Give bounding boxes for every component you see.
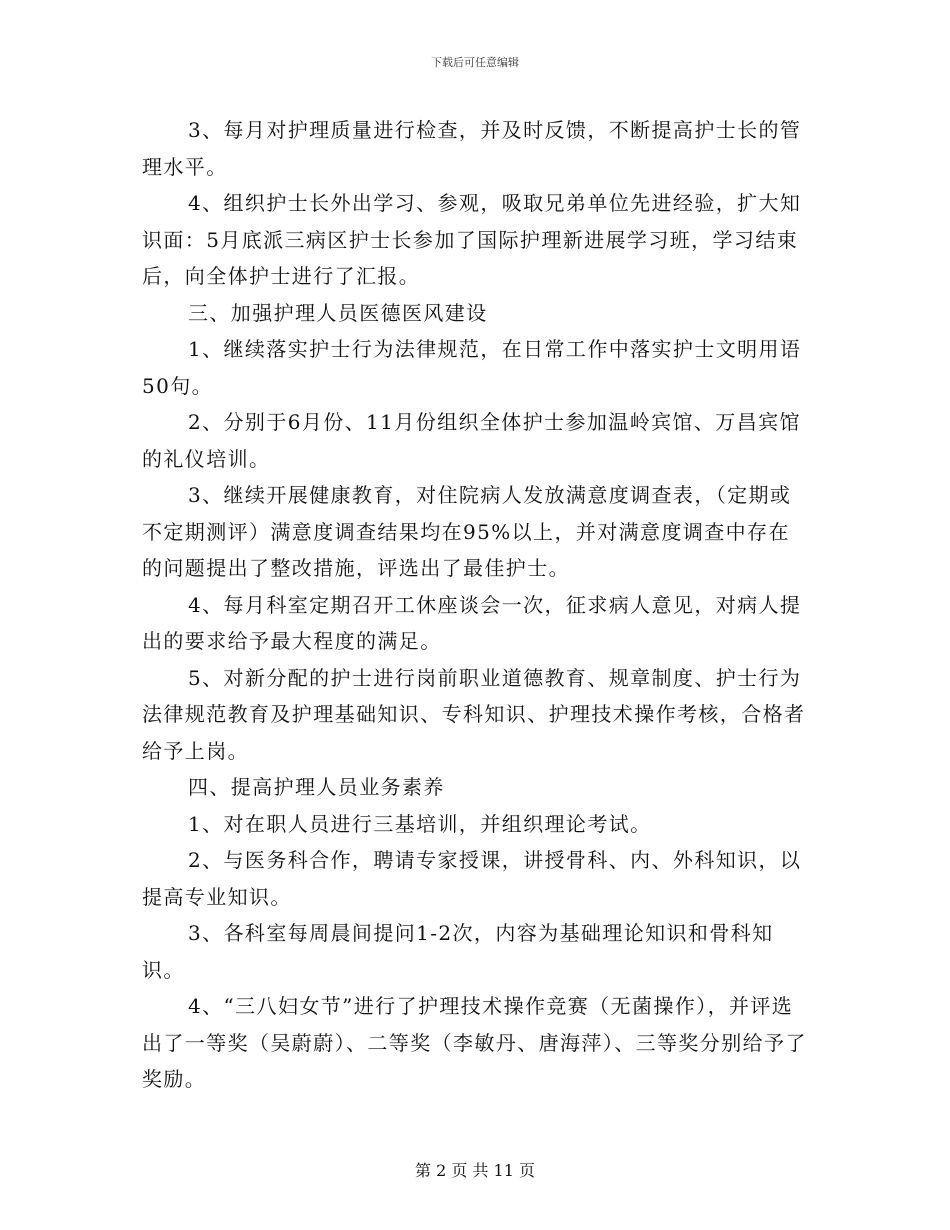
paragraph: 2、分别于6月份、11月份组织全体护士参加温岭宾馆、万昌宾馆的礼仪培训。 — [142, 410, 801, 471]
document-body — [142, 112, 810, 1098]
page-header-note: 下载后可任意编辑 — [431, 56, 519, 69]
paragraph: 3、继续开展健康教育，对住院病人发放满意度调查表，（定期或不定期测评）满意度调查结果均在95%以上，并对满意度调查中存在的问题提出了整改措施，评选出了最佳护士。 — [142, 483, 792, 580]
paragraph: 3、各科室每周晨间提问1-2次，内容为基础理论知识和骨科知识。 — [142, 921, 774, 982]
paragraph: 4、“三八妇女节”进行了护理技术操作竞赛（无菌操作），并评选出了一等奖（吴蔚蔚）、二等奖（李敏丹、唐海萍）、三等奖分别给予了奖励。 — [142, 994, 807, 1091]
paragraph: 5、对新分配的护士进行岗前职业道德教育、规章制度、护士行为法律规范教育及护理基础知识、专科知识、护理技术操作考核，合格者给予上岗。 — [142, 665, 806, 763]
paragraph: 3、每月对护理质量进行检查，并及时反馈，不断提高护士长的管理水平。 — [142, 118, 802, 179]
paragraph: 4、组织护士长外出学习、参观，吸取兄弟单位先进经验，扩大知识面：5月底派三病区护士长参加了国际护理新进展学习班，学习结束后，向全体护士进行了汇报。 — [142, 191, 802, 288]
paragraph: 1、对在职人员进行三基培训，并组织理论考试。 — [188, 811, 652, 836]
paragraph: 4、每月科室定期召开工休座谈会一次，征求病人意见，对病人提出的要求给予最大程度的满足。 — [142, 592, 802, 653]
paragraph: 1、继续落实护士行为法律规范，在日常工作中落实护士文明用语50句。 — [142, 337, 802, 398]
paragraph: 2、与医务科合作，聘请专家授课，讲授骨科、内、外科知识，以提高专业知识。 — [142, 848, 802, 909]
section-heading: 三、加强护理人员医德医风建设 — [188, 300, 488, 325]
page-number-footer: 第 2 页 共 11 页 — [415, 1161, 535, 1180]
section-heading: 四、提高护理人员业务素养 — [188, 775, 445, 799]
